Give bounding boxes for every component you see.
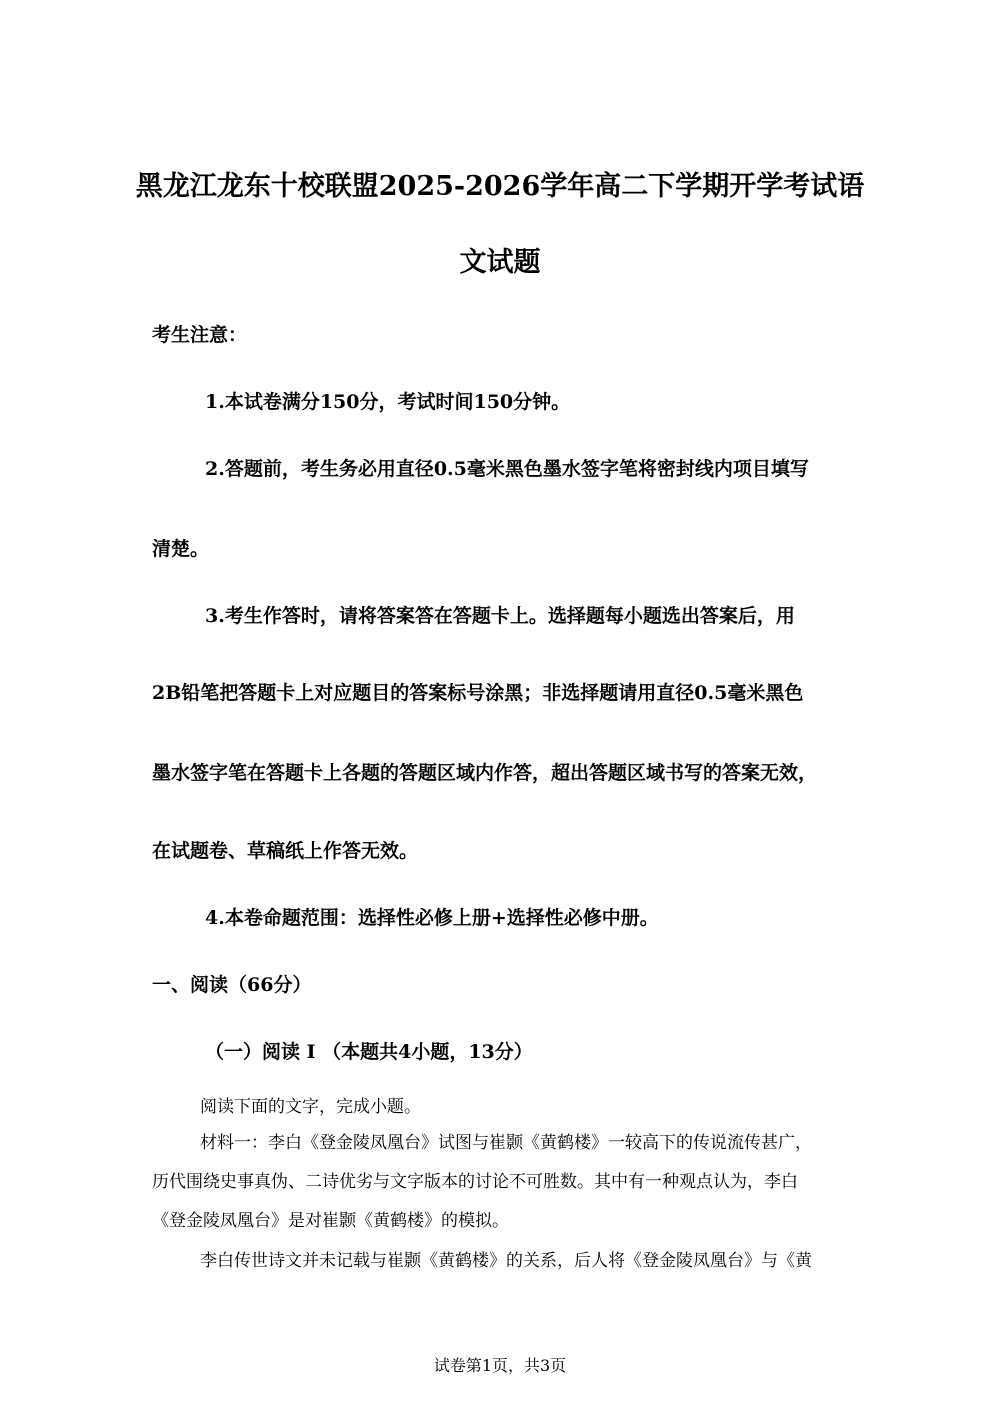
notice-item-2-line-1: 2.答题前，考生务必用直径0.5毫米黑色墨水签字笔将密封线内项目填写	[205, 458, 809, 480]
passage-paragraph-2-line-1: 李白传世诗文并未记载与崔颢《黄鹤楼》的关系，后人将《登金陵凤凰台》与《黄	[200, 1251, 812, 1271]
passage-paragraph-1-line-3: 《登金陵凤凰台》是对崔颢《黄鹤楼》的模拟。	[152, 1211, 509, 1231]
subsection-heading: （一）阅读 I （本题共4小题，13分）	[205, 1041, 533, 1063]
notice-item-3-line-2: 2B铅笔把答题卡上对应题目的答案标号涂黑；非选择题请用直径0.5毫米黑色	[152, 682, 804, 704]
passage-paragraph-1-line-1: 材料一：李白《登金陵凤凰台》试图与崔颢《黄鹤楼》一较高下的传说流传甚广，	[200, 1133, 812, 1153]
notice-item-4: 4.本卷命题范围：选择性必修上册+选择性必修中册。	[205, 907, 659, 929]
notice-heading: 考生注意：	[152, 324, 248, 346]
notice-item-3-line-3: 墨水签字笔在答题卡上各题的答题区域内作答，超出答题区域书写的答案无效，	[152, 762, 818, 784]
passage-instruction: 阅读下面的文字，完成小题。	[200, 1097, 421, 1117]
document-title-line-2: 文试题	[459, 247, 541, 278]
section-heading: 一、阅读（66分）	[152, 974, 312, 996]
notice-item-1: 1.本试卷满分150分，考试时间150分钟。	[205, 391, 571, 413]
page-footer: 试卷第1页，共3页	[433, 1356, 567, 1375]
notice-item-3-line-4: 在试题卷、草稿纸上作答无效。	[152, 840, 419, 862]
document-title-line-1: 黑龙江龙东十校联盟2025-2026学年高二下学期开学考试语	[135, 171, 865, 202]
passage-paragraph-1-line-2: 历代围绕史事真伪、二诗优劣与文字版本的讨论不可胜数。其中有一种观点认为，李白	[152, 1172, 798, 1192]
notice-item-3-line-1: 3.考生作答时，请将答案答在答题卡上。选择题每小题选出答案后，用	[205, 605, 795, 627]
notice-item-2-line-2: 清楚。	[152, 538, 210, 560]
